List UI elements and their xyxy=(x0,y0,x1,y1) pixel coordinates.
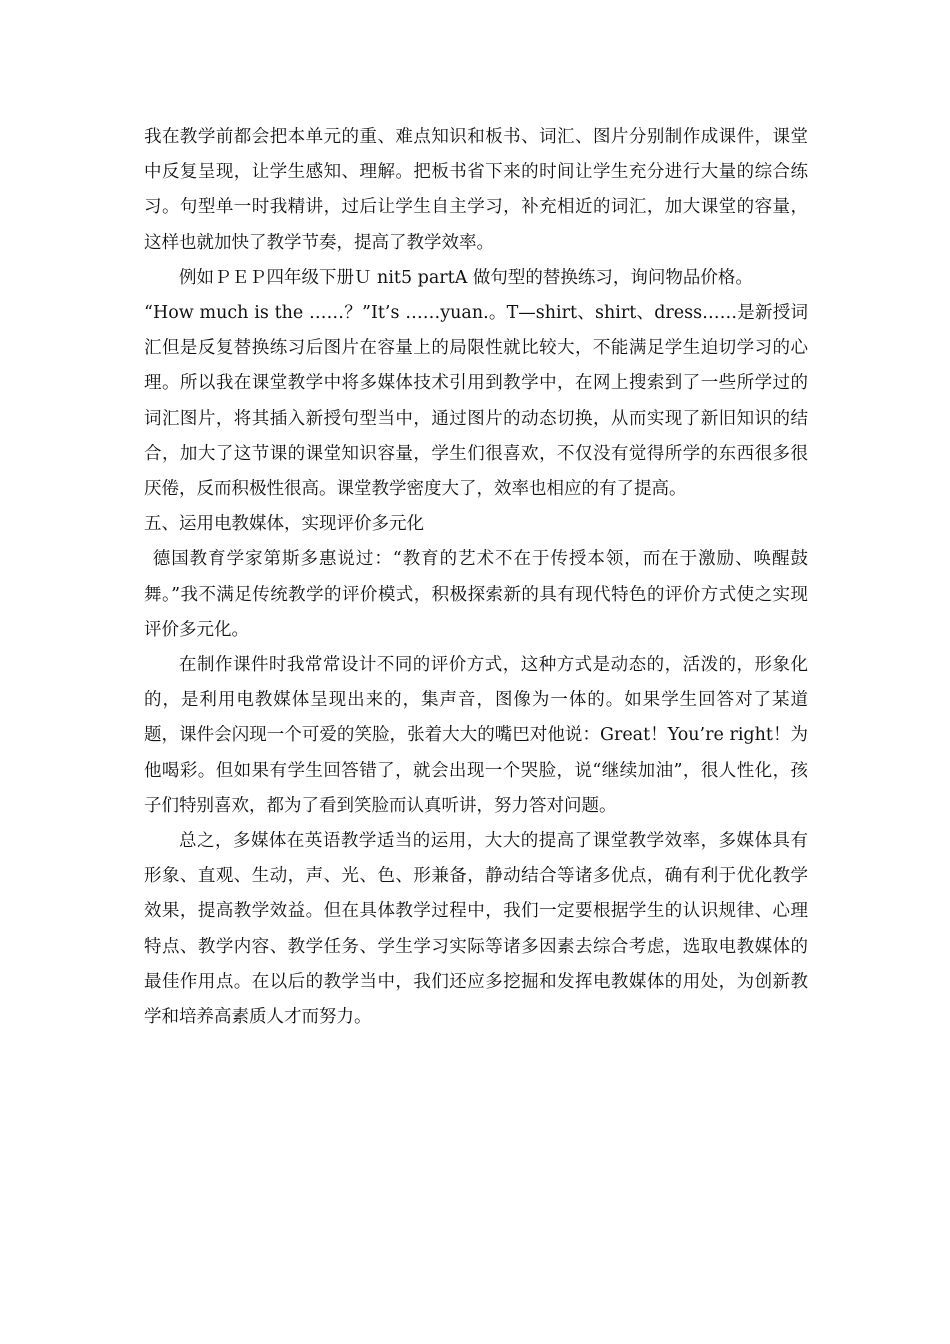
section-heading-five: 五、运用电教媒体，实现评价多元化 xyxy=(144,514,424,535)
paragraph-evaluation-methods: 在制作课件时我常常设计不同的评价方式，这种方式是动态的，活泼的，形象化的，是利用电教媒体呈现出来的，集声音，图像为一体的。如果学生回答对了某道题，课件会闪现一个可爱的笑脸，张着大大的嘴巴对他说：Great！You’re right！为他喝彩。但如果有学生回答错了，就会出现一个哭脸，说“继续加油”，很人性化，孩子们特别喜欢，都为了看到笑脸而认真听讲，努力答对问题。 xyxy=(144,655,808,816)
document-body xyxy=(144,120,808,1035)
paragraph-how-much-drill: “How much is the ……？”It’s ……yuan.。T—shirt、shirt、dress……是新授词汇但是反复替换练习后图片在容量上的局限性就比较大，不能满足学生迫切学习的心理。所以我在课堂教学中将多媒体技术引用到教学中，在网上搜索到了一些所学过的词汇图片，将其插入新授句型当中，通过图片的动态切换，从而实现了新旧知识的结合，加大了这节课的课堂知识容量，学生们很喜欢，不仅没有觉得所学的东西很多很厌倦，反而积极性很高。课堂教学密度大了，效率也相应的有了提高。 xyxy=(144,303,808,500)
paragraph-courseware-preparation: 我在教学前都会把本单元的重、难点知识和板书、词汇、图片分别制作成课件，课堂中反复呈现，让学生感知、理解。把板书省下来的时间让学生充分进行大量的综合练习。句型单一时我精讲，过后让学生自主学习，补充相近的词汇，加大课堂的容量，这样也就加快了教学节奏，提高了教学效率。 xyxy=(144,127,808,253)
paragraph-pep-example: 例如ＰＥＰ四年级下册Ｕ nit5 partA 做句型的替换练习，询问物品价格。 xyxy=(179,267,753,288)
paragraph-conclusion: 总之，多媒体在英语教学适当的运用，大大的提高了课堂教学效率，多媒体具有形象、直观、生动，声、光、色、形兼备，静动结合等诸多优点，确有利于优化教学效果，提高教学效益。但在具体教学过程中，我们一定要根据学生的认识规律、心理特点、教学内容、教学任务、学生学习实际等诸多因素去综合考虑，选取电教媒体的最佳作用点。在以后的教学当中，我们还应多挖掘和发挥电教媒体的用处，为创新教学和培养高素质人才而努力。 xyxy=(144,831,808,1028)
paragraph-diesterweg-quote: 德国教育学家第斯多惠说过：“教育的艺术不在于传授本领，而在于激励、唤醒鼓舞。”我不满足传统教学的评价模式，积极探索新的具有现代特色的评价方式使之实现评价多元化。 xyxy=(144,549,808,640)
